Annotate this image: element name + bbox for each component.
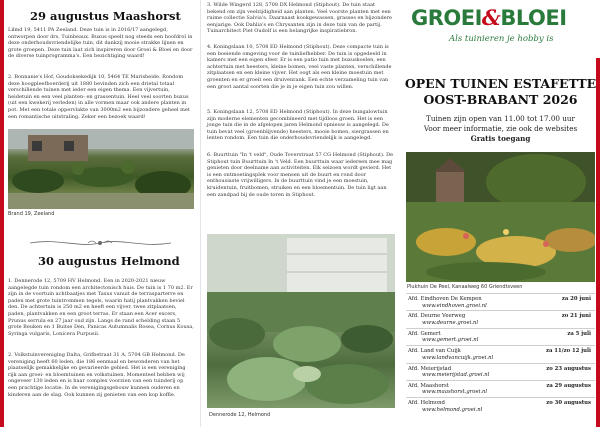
red-edge-left	[0, 0, 4, 427]
paragraph-wilde-wingerd: 3. Wilde Wingerd 128, 5708 DX Helmond (Stiphout). De tuin staat bekend om zijn veelzijdigheid aan planten. Veel voorste planten met een ruime collectie Salvia's. Daarnaast kookgewassen, grasses en bijzondere eenjarige. Ook Dahlia's en Chrysanten zijn in deze tuin van de partij. Tuinarchitect Piet Oudolf is een belangrijke inspiratiebron.	[207, 2, 392, 35]
column-right	[401, 0, 600, 427]
logo-word-bloei: BLOEI	[500, 6, 567, 30]
caption-dennerode: Dennerode 12, Helmond	[209, 412, 271, 418]
schedule-row	[406, 310, 595, 327]
schedule-afdeling: Afd. Helmond	[408, 400, 445, 407]
schedule-row	[406, 328, 595, 345]
heading-helmond: 30 augustus Helmond	[38, 254, 180, 268]
garden-photo-zeeland	[8, 129, 194, 209]
info-hours: Tuinen zijn open van 11.00 tot 17.00 uur	[426, 114, 575, 123]
caption-zeeland: Brand 19, Zeeland	[8, 211, 55, 217]
paragraph-helmond-1: 1. Dennerode 12, 5709 HV Helmond. Een in 2020-2021 nieuw aangelegde tuin rondom een architectonisch huis. De tuin is 1 70 m2. Er zijn in de voortuin achtbaatjes met Taxus vanuit de terrasparterre en paden met grote tuintrommen tegels, waarin hatij plantvakken beviel den. De achtertuin is 250 m2 en heeft een vijver, twee zitplaatsen, paden, plantvakken en een groot terras. Er staan een Acer excers, Prunus serrula en 27 jaar oud zijn. Langs de rand schelding staan 5 grote Beuken en 1 Buitse Den, Panicas Autumnalis Rosea, Cornus Kousa, Syringa vulgaris, Lonicera Purpusii.	[8, 278, 194, 337]
paragraph-buurttuin: 6. Buurttuin "In 't veld", Oude Toverstraat 57 CG Helmond (Stiphout). De Stiphout tuin Buurttuin In 't Veld. Een buurttuin waar iedereen mee mag genieten door deelname aan activiteiten. Elk seizoen wordt gevierd. Het is een ontmoetingsplek voor mensen uit de buurt en rond door enthousiaste vrijwilligers. In de buurttuin vind je een moestuin, kruidentuin, fruitbomen, struiken en een bloementuin. De tuin ligt aan een zandpad bij de oude toren in Stiphout.	[207, 152, 394, 198]
schedule-date: za 11/zo 12 juli	[546, 348, 591, 355]
schedule-row	[406, 363, 595, 380]
schedule-url[interactable]: www.deurne.groei.nl	[422, 319, 479, 326]
schedule-date: za 5 juli	[567, 330, 591, 337]
title-line-2: OOST-BRABANT 2026	[423, 92, 578, 107]
logo-band	[401, 0, 600, 58]
schedule-url[interactable]: www.meierijstad.groei.nl	[422, 372, 490, 379]
schedule-url[interactable]: www.eindhoven.groei.nl	[422, 302, 487, 309]
column-middle	[200, 0, 401, 427]
title-line-1: OPEN TUINEN ESTAFETTE	[404, 76, 597, 91]
garden-illustration	[8, 129, 194, 209]
caption-plukhuin: Plukhuin De Peel, Kanaalweg 60 Griendtsveen	[407, 284, 523, 290]
groei-bloei-logo	[411, 5, 567, 30]
schedule-afdeling: Afd. Land van Cuijk	[408, 348, 461, 355]
garden-illustration-3	[406, 152, 595, 282]
logo-tagline: Als tuinieren je hobby is	[449, 34, 554, 44]
schedule-row	[406, 293, 595, 310]
paragraph-koningslaan-10: 4. Koningslaan 10, 5708 ED Helmond (Stiphout). Deze compacte tuin is een boeiende omgeving voor de tuinliefhebber. De tuin is opgedeeld in kamers met een eigen sfeer. Er is een patio tuin met buxuskoelen, een achtertuin met heesters, kleine bomen, veel vaste planten, verschillende zitplaatsen en een kleine vijver. Het oogt als een kleine moestuin met groenten en er groeit een druivenrank. Een echte verzameling tuin van een groot aantal soorten die je in je eigen tuin zou willen.	[207, 44, 392, 90]
garden-illustration-2	[207, 234, 395, 408]
schedule-afdeling: Afd. Maashorst	[408, 382, 449, 389]
schedule-afdeling: Afd. Meierijstad	[408, 365, 452, 372]
heading-maashorst: 29 augustus Maashorst	[30, 9, 181, 23]
column-left	[0, 0, 200, 427]
schedule-afdeling: Afd. Gemert	[408, 330, 441, 337]
schedule-row	[406, 397, 595, 414]
schedule-date: za 29 augustus	[546, 382, 591, 389]
schedule-date: za 20 juni	[561, 296, 591, 302]
ornament-divider	[28, 237, 173, 249]
logo-word-groei: GROEI	[411, 6, 482, 30]
info-free-entry: Gratis toegang	[470, 134, 531, 143]
info-websites: Voor meer informatie, zie ook de websites	[423, 124, 578, 133]
schedule-table	[406, 293, 595, 415]
schedule-afdeling: Afd. Eindhoven De Kempen	[408, 296, 482, 302]
schedule-date: zo 21 juni	[561, 313, 591, 320]
schedule-row	[406, 345, 595, 362]
red-edge-right	[596, 0, 600, 427]
garden-photo-plukhuin	[406, 152, 595, 282]
schedule-afdeling: Afd. Deurne Veerweg	[408, 313, 466, 320]
schedule-url[interactable]: www.maashorst.groei.nl	[422, 389, 488, 396]
paragraph-helmond-2: 2. Volkstuinvereniging Dalta, Grifbetraat 31 A, 5704 GB Helmond. De vereniging heeft 60 leden, die 186 eenmaal en bewonderen van het plaatselijk gemakkelijke en gevarieerde gebied. Het is een vereniging rijk aan groei- en bloemtuinen en volkstuinen. Momenteel hebben wij ongeveer 130 leden en is haar complex voorzien van een tuinderij op een prachtige locatie. In de verenigingsgebouw kunnen ouderen en kinderen aan de slag. Ook kunnen zij genieten van een kop koffie.	[8, 352, 186, 398]
garden-photo-dennerode	[207, 234, 395, 408]
schedule-url[interactable]: www.helmond.groei.nl	[422, 406, 483, 413]
schedule-url[interactable]: www.landvancuijk.groei.nl	[422, 354, 494, 361]
paragraph-maashorst-2: 2. Bonnanie's Hof, Goudoksekedijk 10, 5464 TE Marisheide. Rondom deze hoogpleefboerderij uit 1880 bevinden zich een drietal totaal verschillende tuinen met ieder een eigen thema. Een vijvertuin, heidetuin en een veel planten- en grassentuin. Heel veel soorten buxus (uit een kwekerij verleden) in alle vormen maar ook andere planten in pot. Met een totale oppervlakte van 3000m2 een bijzondere geheel met een romantische uitstraling. Zeker een bezoek waard!	[8, 74, 190, 120]
schedule-date: zo 30 augustus	[546, 400, 591, 407]
schedule-row	[406, 380, 595, 397]
logo-ampersand: &	[481, 5, 501, 30]
schedule-url[interactable]: www.gemert.groei.nl	[422, 337, 479, 344]
schedule-date: zo 23 augustus	[546, 365, 591, 372]
paragraph-koningslaan-12: 5. Koningslaan 12, 5708 ED Helmond (Stiphout). In deze bungalowtuin zijn moderne elementen gecombineerd met tijdloos groen. Het is een jonge tuin die in de afgelopen jaren Helmond opnieuw is aangelegd. De tuin bevat veel (groenblijvende) heesters, mooie bomen, siergrassen en lenten rondom. Een tuin die onderhoudsvriendelijk is aangelegd.	[207, 109, 389, 142]
paragraph-maashorst-1: Lilmd 19, 5411 PA Zeeland. Deze tuin is in 2016/17 aangelegd, ontworpen door drs. Tuinbeaux. Buxus speelt nog steeds een hoofdrol in deze onderhoudsvriendelijke tuin, dit dankzij mooie strakke lijnen en grote groepen. Deze tuin laat zich inspireren door Groei & Bloei en door de diverse tuinprogramma's. Een bezichtiging waard!	[8, 27, 193, 60]
